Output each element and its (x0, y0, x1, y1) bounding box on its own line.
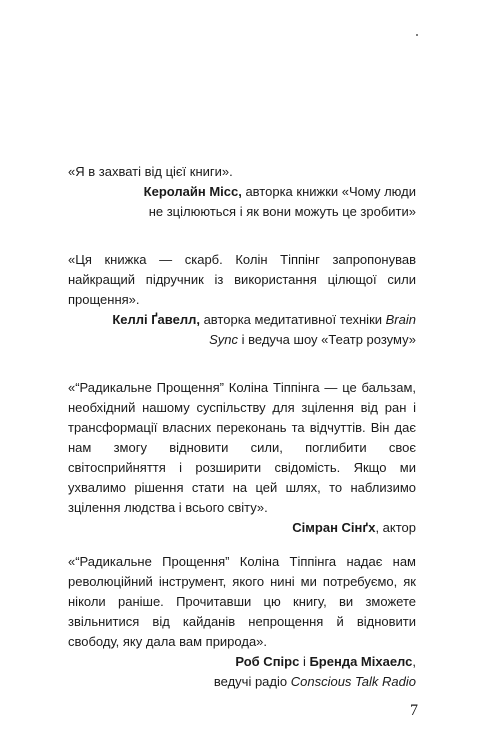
quote-3-author: Сімран Сінґх (292, 520, 376, 535)
quote-2-technique: Brain Sync (209, 312, 416, 347)
quote-3-author-desc: , актор (375, 520, 416, 535)
quote-4-role: ведучі радіо (213, 674, 291, 689)
quote-4-conjunction: і (299, 654, 310, 669)
quote-1 (68, 162, 416, 222)
quote-2-author-desc2: і ведуча шоу «Театр розуму» (238, 332, 416, 347)
quote-4-attribution-line2 (68, 672, 416, 692)
quote-3-text: «“Радикальне Прощення” Коліна Тіппінга — це бальзам, необхідний нашому суспільству для зцілення від ран і трансформації власних переконань та відчуттів. Він дає нам змогу відновити сили, поглибити своє світосприйняття і розширити свідомість. Якщо ми ухвалимо рішення стати на цей шлях, то наблизимо зцілення людства і всього світу». (68, 380, 416, 515)
quote-3-attribution (68, 518, 416, 538)
quote-4-author-2: Бренда Міхаелс (309, 654, 413, 669)
quote-1-text: «Я в захваті від цієї книги». (68, 164, 233, 179)
quote-4 (68, 552, 416, 692)
quote-4-text: «“Радикальне Прощення” Коліна Тіппінга надає нам революційний інструмент, якого нині ми потребуємо, як ніколи раніше. Прочитавши цю книгу, ви зможете звільнитися від кайданів непрощення й відновити свободу, яку дала вам природа». (68, 554, 416, 649)
page-mark (416, 34, 418, 36)
quote-4-radio: Conscious Talk Radio (290, 674, 416, 689)
quote-2-text: «Ця книжка — скарб. Колін Тіппінг запропонував найкращий підручник із використання цілющої сили прощення». (68, 252, 416, 307)
quote-2-author: Келлі Ґавелл, (112, 312, 200, 327)
quote-2-attribution (68, 310, 416, 350)
quote-4-author-1: Роб Спірс (235, 654, 300, 669)
quote-4-attribution (68, 652, 416, 672)
quote-1-author: Керолайн Місс, (143, 184, 242, 199)
quote-3 (68, 378, 416, 538)
quote-4-comma: , (412, 654, 416, 669)
quote-1-author-desc: авторка книжки «Чому люди не зцілюються і як вони можуть це зробити» (148, 184, 416, 219)
quote-2 (68, 250, 416, 350)
quote-2-author-desc: авторка медитативної техніки (199, 312, 386, 327)
quote-1-attribution (68, 182, 416, 222)
page-number: 7 (410, 702, 418, 719)
